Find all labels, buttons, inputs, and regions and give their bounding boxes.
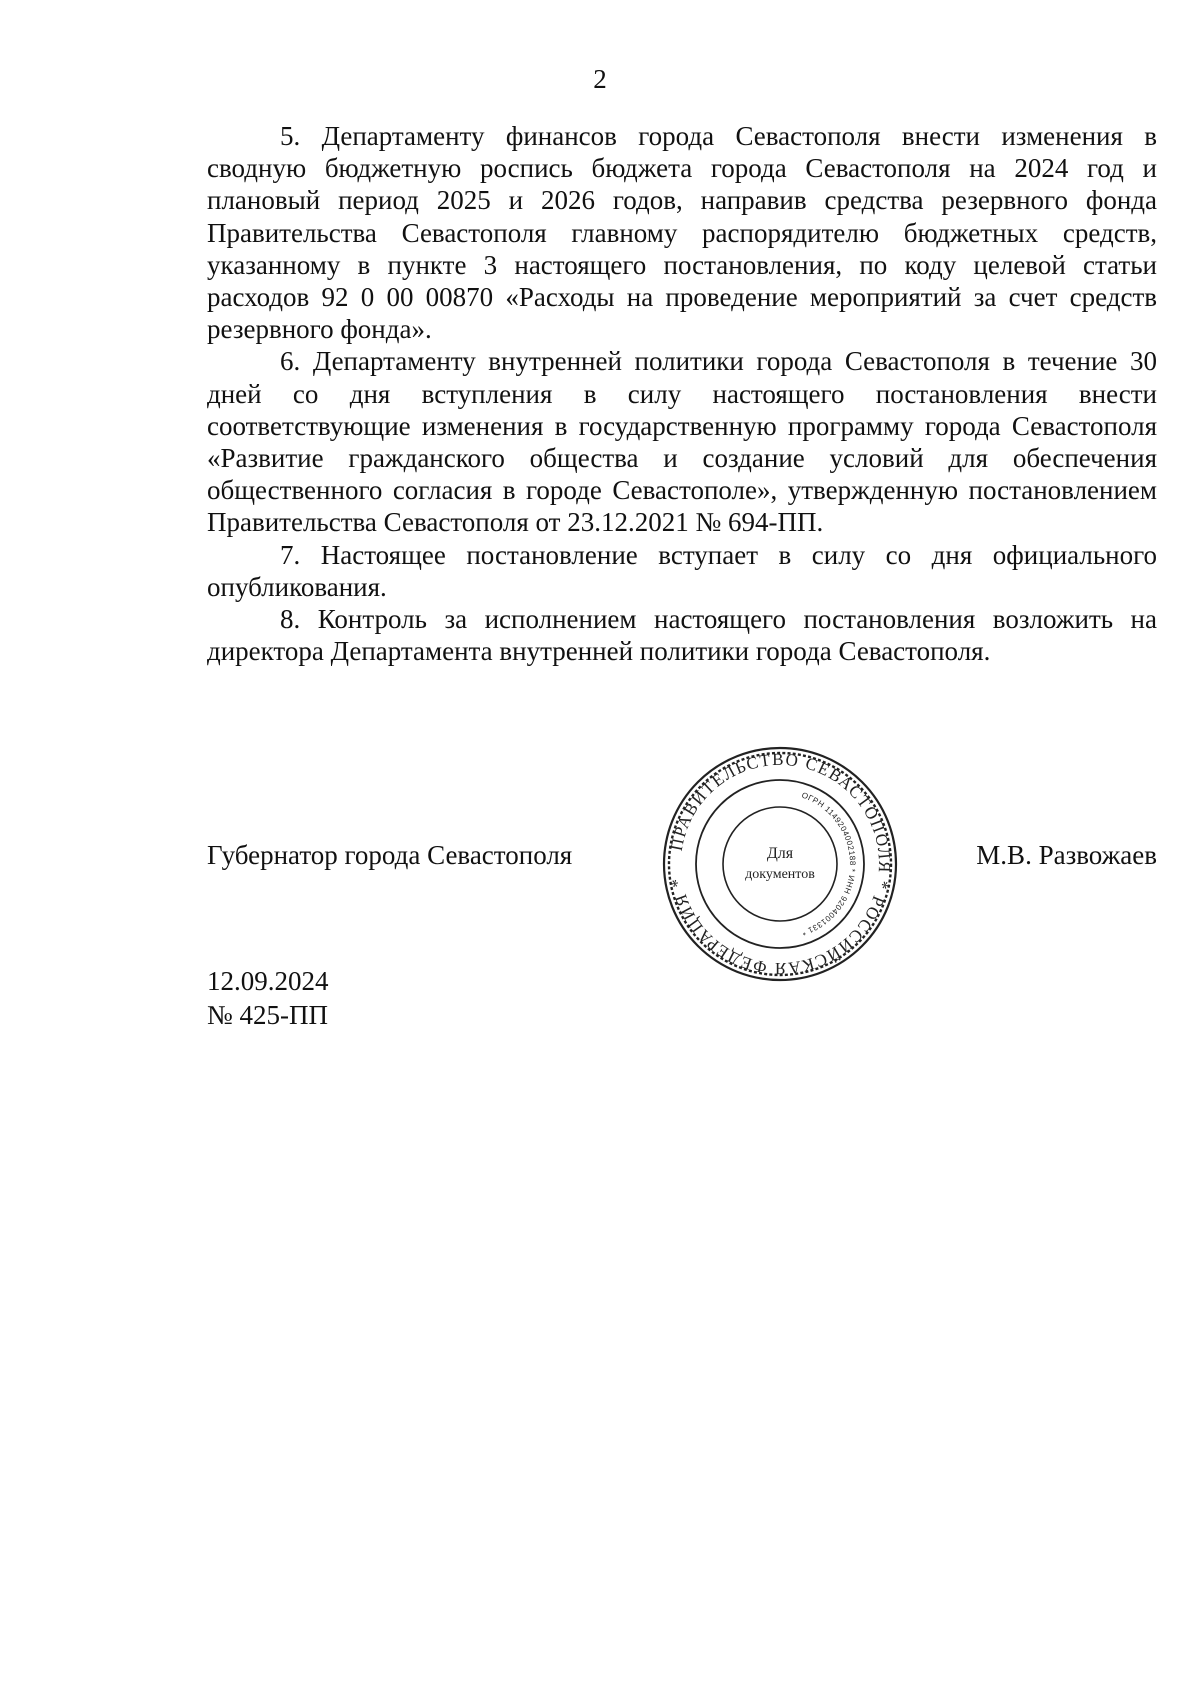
- paragraph-7: 7. Настоящее постановление вступает в силу со дня официального опубликования.: [207, 539, 1157, 602]
- signer-title: Губернатор города Севастополя: [207, 840, 573, 870]
- signer-name: М.В. Развожаев: [976, 840, 1157, 870]
- official-seal: [662, 746, 898, 982]
- seal-center-line-1: Для: [766, 845, 794, 862]
- page-number: 2: [593, 64, 607, 94]
- paragraph-8: 8. Контроль за исполнением настоящего постановления возложить на директора Департамента внутренней политики города Севастополя.: [207, 604, 1157, 667]
- seal-outer-text: ПРАВИТЕЛЬСТВО СЕВАСТОПОЛЯ * РОССИЙСКАЯ ФЕДЕРАЦИЯ *: [666, 749, 895, 979]
- paragraph-6: 6. Департаменту внутренней политики города Севастополя в течение 30 дней со дня вступления в силу настоящего постановления внести соответствующие изменения в государственную программу города Севастополя «Развитие гражданского общества и создание условий для обеспечения общественного согласия в городе Севастополе», утвержденную постановлением Правительства Севастополя от 23.12.2021 № 694-ПП.: [207, 346, 1157, 538]
- document-number: № 425-ПП: [207, 1000, 328, 1030]
- seal-center-line-2: документов: [745, 867, 815, 882]
- seal-inner-text: ОГРН 1149204002188 * ИНН 9204001331 *: [800, 790, 858, 938]
- document-date: 12.09.2024: [207, 966, 329, 996]
- seal-graphic: [662, 746, 898, 982]
- document-body: [207, 120, 1157, 667]
- paragraph-5: 5. Департаменту финансов города Севастополя внести изменения в сводную бюджетную роспись бюджета города Севастополя на 2024 год и плановый период 2025 и 2026 годов, направив средства резервного фонда Правительства Севастополя главному распорядителю бюджетных средств, указанному в пункте 3 настоящего постановления, по коду целевой статьи расходов 92 0 00 00870 «Расходы на проведение мероприятий за счет средств резервного фонда».: [207, 121, 1157, 345]
